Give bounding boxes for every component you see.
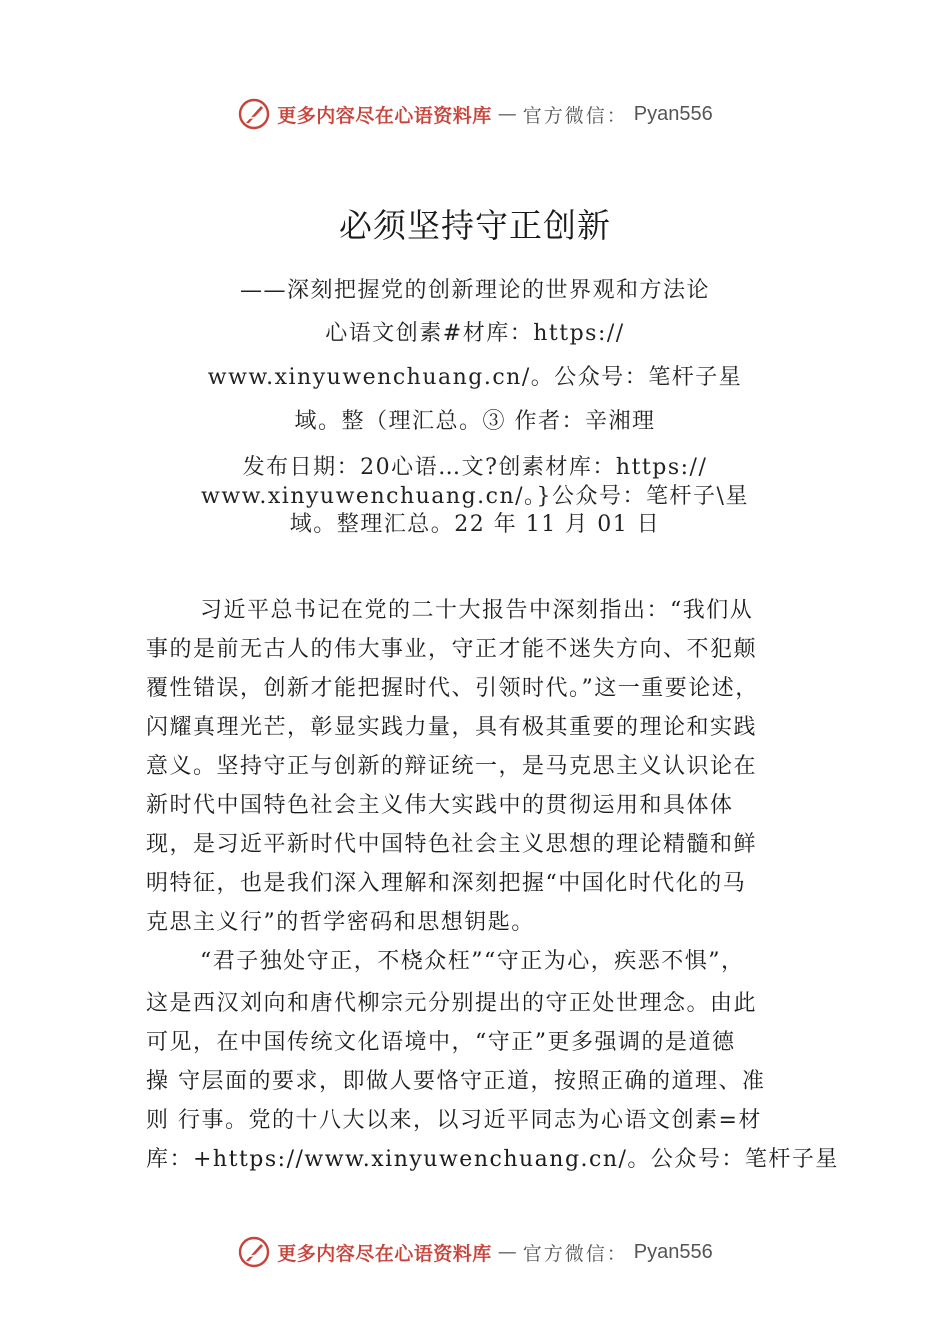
banner-wechat-id: Pyan556	[633, 102, 713, 125]
paragraph-line: 意义。坚持守正与创新的辩证统一，是马克思主义认识论在	[146, 754, 758, 779]
author-line: 域。整（理汇总。③ 作者：辛湘理	[294, 409, 656, 434]
meta-line: www.xinyuwenchuang.cn/。}公众号：笔杆子\星	[201, 484, 749, 509]
paragraph-line: 闪耀真理光芒，彰显实践力量，具有极其重要的理论和实践	[146, 715, 758, 740]
banner-wechat-label: 官方微信：	[522, 1242, 628, 1265]
publish-date-line: 发布日期：20心语…文?创素材库：https://	[242, 455, 708, 480]
banner-separator: —	[497, 1241, 517, 1263]
paragraph-line: 可见，在中国传统文化语境中，“守正”更多强调的是道德	[146, 1030, 736, 1055]
meta-line: www.xinyuwenchuang.cn/。公众号：笔杆子星	[207, 365, 743, 390]
paragraph-line: 习近平总书记在党的二十大报告中深刻指出：“我们从	[200, 598, 754, 623]
document-title: 必须坚持守正创新	[339, 206, 611, 245]
paragraph-line: 事的是前无古人的伟大事业，守正才能不迷失方向、不犯颠	[146, 637, 758, 662]
meta-line: 域。整理汇总。22 年 11 月 01 日	[289, 512, 661, 537]
paragraph-line: 现，是习近平新时代中国特色社会主义思想的理论精髓和鲜	[146, 832, 758, 857]
banner-separator: —	[497, 103, 517, 125]
banner-wechat-label: 官方微信：	[522, 104, 628, 127]
paragraph-line: 克思主义行”的哲学密码和思想钥匙。	[146, 910, 535, 935]
paragraph-line: 覆性错误，创新才能把握时代、引领时代。”这一重要论述，	[146, 676, 759, 701]
banner-brand-text: 更多内容尽在心语资料库	[277, 104, 492, 127]
paragraph-line: 则 行事。党的十八大以来，以习近平同志为心语文创素=材	[146, 1108, 762, 1133]
banner-brand-text: 更多内容尽在心语资料库	[277, 1242, 492, 1265]
banner-wechat-id: Pyan556	[633, 1240, 713, 1263]
paragraph-line: 明特征，也是我们深入理解和深刻把握“中国化时代化的马	[146, 871, 747, 896]
paragraph-line: 新时代中国特色社会主义伟大实践中的贯彻运用和具体体	[146, 793, 734, 818]
paragraph-line: 操 守层面的要求，即做人要恪守正道，按照正确的道理、准	[146, 1069, 766, 1094]
paragraph-line: 库：+https://www.xinyuwenchuang.cn/。公众号：笔杆子星	[146, 1147, 839, 1172]
meta-line: 心语文创素#材库：https://	[325, 321, 625, 346]
footer-banner	[0, 1232, 950, 1272]
paragraph-line: “君子独处守正，不桡众枉”“守正为心，疾恶不惧”，	[200, 949, 745, 974]
quill-logo-icon	[237, 97, 271, 131]
header-banner	[0, 94, 950, 134]
quill-logo-icon	[237, 1235, 271, 1269]
paragraph-line: 这是西汉刘向和唐代柳宗元分别提出的守正处世理念。由此	[146, 991, 758, 1016]
subtitle: ——深刻把握党的创新理论的世界观和方法论	[239, 278, 710, 303]
